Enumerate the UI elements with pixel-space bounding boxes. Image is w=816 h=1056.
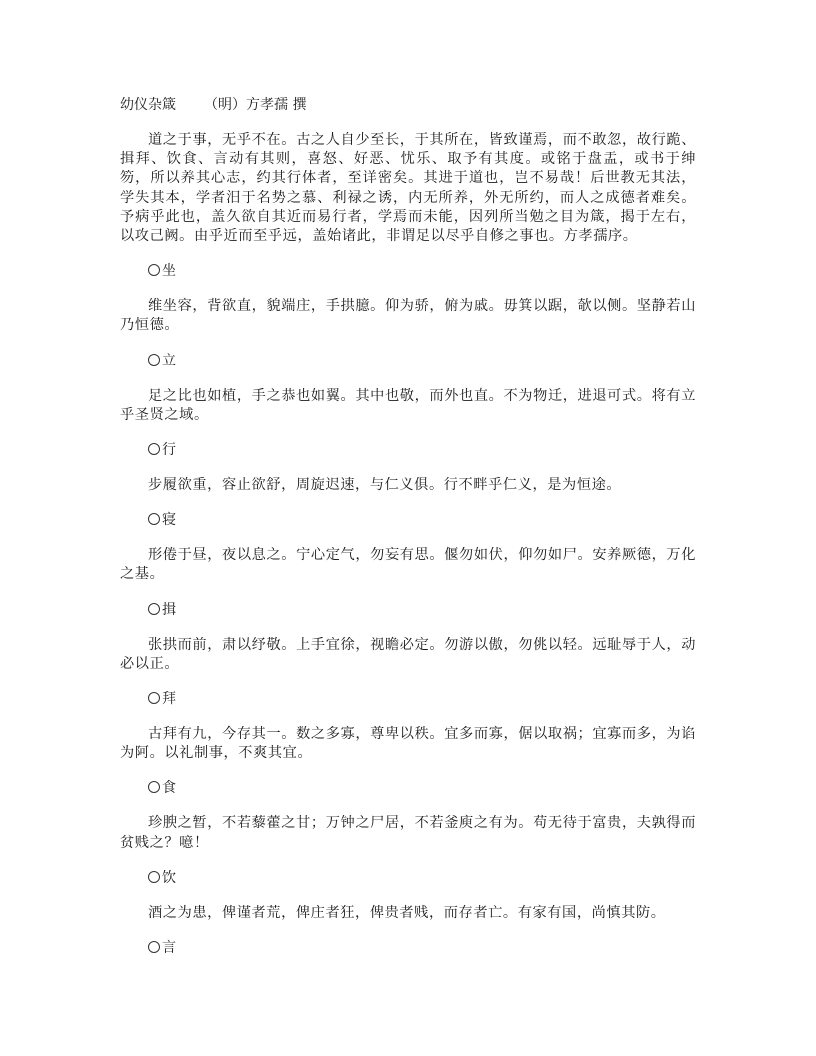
title-line [120, 96, 696, 115]
section-eat [120, 779, 696, 852]
section-paragraph: 酒之为患，俾谨者荒，俾庄者狂，俾贵者贱，而存者亡。有家有国，尚慎其防。 [148, 904, 666, 921]
section-stand [120, 352, 696, 425]
section-sit [120, 262, 696, 335]
author-line: （明）方孝孺 撰 [204, 97, 307, 113]
section-kowtow [120, 690, 696, 763]
document-page [120, 96, 696, 974]
section-paragraph: 形倦于昼，夜以息之。宁心定气，勿妄有思。偃勿如伏，仰勿如尸。安养厥德，万化之基。 [120, 547, 696, 583]
section-heading: 行 [148, 441, 696, 460]
circle-marker-icon [148, 941, 160, 953]
preface-paragraph: 道之于事，无乎不在。古之人自少至长，于其所在，皆致谨焉，而不敢忽，故行跪、揖拜、饮食、言动有其则，喜怒、好恶、忧乐、取予有其度。或铭于盘盂，或书于绅笏，所以养其心志，约其行体者，至详密矣。其进于道也，岂不易哉！后世教无其法，学失其本，学者汨于名势之慕、利禄之诱，内无所养，外无所约，而人之成德者难矣。予病乎此也，盖久欲自其近而易行者，学焉而未能，因列所当勉之目为箴，揭于左右，以攻己阙。由乎近而至乎远，盖始诸此，非谓足以尽乎自修之事也。方孝孺序。 [120, 132, 696, 245]
section-paragraph: 维坐容，背欲直，貌端庄，手拱臆。仰为骄，俯为戚。毋箕以踞，欹以侧。坚静若山乃恒德。 [120, 298, 696, 334]
section-bow [120, 601, 696, 674]
section-heading: 饮 [148, 869, 696, 888]
circle-marker-icon [148, 513, 160, 525]
section-heading: 坐 [148, 262, 696, 281]
circle-marker-icon [148, 603, 160, 615]
section-walk [120, 441, 696, 495]
section-paragraph: 古拜有九，今存其一。数之多寡，尊卑以秩。宜多而寡，倨以取祸；宜寡而多，为谄为阿。以礼制事，不爽其宜。 [120, 726, 696, 762]
circle-marker-icon [148, 781, 160, 793]
section-paragraph: 张拱而前，肃以纾敬。上手宜徐，视瞻必定。勿游以傲，勿佻以轻。远耻辱于人，动必以正。 [120, 636, 696, 672]
circle-marker-icon [148, 354, 160, 366]
section-speak [120, 939, 696, 958]
circle-marker-icon [148, 264, 160, 276]
section-heading: 寝 [148, 511, 696, 530]
section-paragraph: 珍腴之暂，不若藜藿之甘；万钟之尸居，不若釜庾之有为。苟无待于富贵，夫孰得而贫贱之？噫！ [120, 815, 696, 851]
section-paragraph: 步履欲重，容止欲舒，周旋迟速，与仁义俱。行不畔乎仁义，是为恒途。 [148, 477, 622, 494]
circle-marker-icon [148, 443, 160, 455]
circle-marker-icon [148, 692, 160, 704]
section-heading: 言 [148, 939, 696, 958]
section-paragraph: 足之比也如植，手之恭也如翼。其中也敬，而外也直。不为物迁，进退可式。将有立乎圣贤之域。 [120, 387, 696, 423]
section-heading: 揖 [148, 601, 696, 620]
section-heading: 立 [148, 352, 696, 371]
circle-marker-icon [148, 871, 160, 883]
section-drink [120, 869, 696, 923]
section-sleep [120, 511, 696, 584]
section-heading: 食 [148, 779, 696, 798]
section-heading: 拜 [148, 690, 696, 709]
document-title: 幼仪杂箴 [120, 97, 176, 113]
